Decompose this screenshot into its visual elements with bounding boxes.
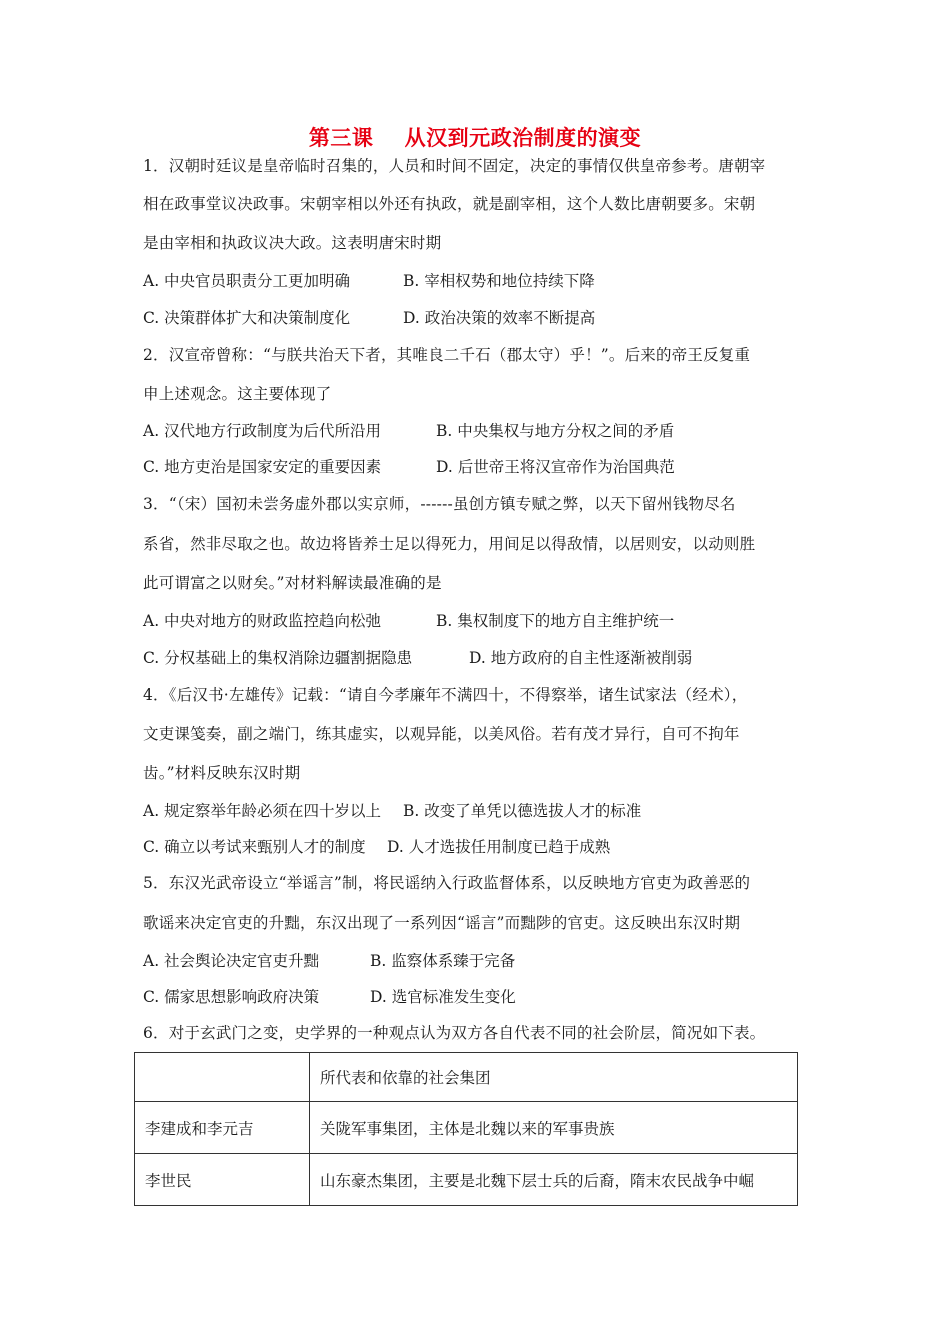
q4-option-d: D. 人才选拔任用制度已趋于成熟 — [387, 838, 611, 856]
q4-option-b: B. 改变了单凭以德选拔人才的标准 — [403, 802, 642, 820]
q5-line-2: 歌谣来决定官吏的升黜，东汉出现了一系列因“谣言”而黜陟的官吏。这反映出东汉时期 — [143, 914, 741, 932]
q4-line-3: 齿。”材料反映东汉时期 — [143, 764, 301, 782]
table-cell: 关陇军事集团，主体是北魏以来的军事贵族 — [310, 1102, 798, 1154]
q2-line-2: 申上述观念。这主要体现了 — [143, 385, 332, 403]
q5-option-b: B. 监察体系臻于完备 — [370, 952, 516, 970]
q3-option-b: B. 集权制度下的地方自主维护统一 — [436, 612, 675, 630]
table-cell: 李建成和李元吉 — [135, 1102, 310, 1154]
q2-line-1: 2．汉宣帝曾称：“与朕共治天下者，其唯良二千石（郡太守）乎！”。后来的帝王反复重 — [143, 346, 751, 364]
q1-option-c: C. 决策群体扩大和决策制度化 — [143, 309, 351, 327]
lesson-title: 第三课 从汉到元政治制度的演变 — [308, 125, 642, 150]
q1-line-3: 是由宰相和执政议决大政。这表明唐宋时期 — [143, 234, 442, 252]
q3-line-1: 3．“（宋）国初未尝务虚外郡以实京师，------虽创方镇专赋之弊，以天下留州钱物尽名 — [143, 495, 736, 513]
q2-option-b: B. 中央集权与地方分权之间的矛盾 — [436, 422, 675, 440]
q6-line-1: 6．对于玄武门之变，史学界的一种观点认为双方各自代表不同的社会阶层，简况如下表。 — [143, 1024, 766, 1042]
q5-option-a: A. 社会舆论决定官吏升黜 — [143, 952, 320, 970]
q4-line-1: 4．《后汉书·左雄传》记载：“请自今孝廉年不满四十，不得察举，诸生试家法（经术）， — [143, 686, 748, 704]
table-cell: 李世民 — [135, 1154, 310, 1206]
table-row — [135, 1154, 798, 1206]
q3-line-3: 此可谓富之以财矣。”对材料解读最准确的是 — [143, 574, 442, 592]
table-cell: 山东豪杰集团，主要是北魏下层士兵的后裔，隋末农民战争中崛 — [310, 1154, 798, 1206]
q4-option-a: A. 规定察举年龄必须在四十岁以上 — [143, 802, 382, 820]
q2-option-d: D. 后世帝王将汉宣帝作为治国典范 — [436, 458, 675, 476]
q2-option-a: A. 汉代地方行政制度为后代所沿用 — [143, 422, 382, 440]
q4-option-c: C. 确立以考试来甄别人才的制度 — [143, 838, 366, 856]
q1-option-d: D. 政治决策的效率不断提高 — [403, 309, 596, 327]
q1-line-2: 相在政事堂议决政事。宋朝宰相以外还有执政，就是副宰相，这个人数比唐朝要多。宋朝 — [143, 195, 756, 213]
q5-line-1: 5．东汉光武帝设立“举谣言”制，将民谣纳入行政监督体系，以反映地方官吏为政善恶的 — [143, 874, 751, 892]
table-cell — [135, 1053, 310, 1102]
q3-option-d: D. 地方政府的自主性逐渐被削弱 — [469, 649, 693, 667]
social-groups-table — [134, 1052, 798, 1206]
q3-option-a: A. 中央对地方的财政监控趋向松弛 — [143, 612, 382, 630]
q1-option-b: B. 宰相权势和地位持续下降 — [403, 272, 595, 290]
q3-line-2: 系省，然非尽取之也。故边将皆养士足以得死力，用间足以得敌情，以居则安，以动则胜 — [143, 535, 756, 553]
q3-option-c: C. 分权基础上的集权消除边疆割据隐患 — [143, 649, 413, 667]
q2-option-c: C. 地方吏治是国家安定的重要因素 — [143, 458, 382, 476]
q1-line-1: 1．汉朝时廷议是皇帝临时召集的，人员和时间不固定，决定的事情仅供皇帝参考。唐朝宰 — [143, 157, 766, 175]
table-row — [135, 1102, 798, 1154]
table-header-row — [135, 1053, 798, 1102]
q4-line-2: 文吏课笺奏，副之端门，练其虚实，以观异能，以美风俗。若有茂才异行，自可不拘年 — [143, 725, 740, 743]
table-cell: 所代表和依靠的社会集团 — [310, 1053, 798, 1102]
q5-option-d: D. 选官标准发生变化 — [370, 988, 516, 1006]
q5-option-c: C. 儒家思想影响政府决策 — [143, 988, 320, 1006]
q1-option-a: A. 中央官员职责分工更加明确 — [143, 272, 351, 290]
